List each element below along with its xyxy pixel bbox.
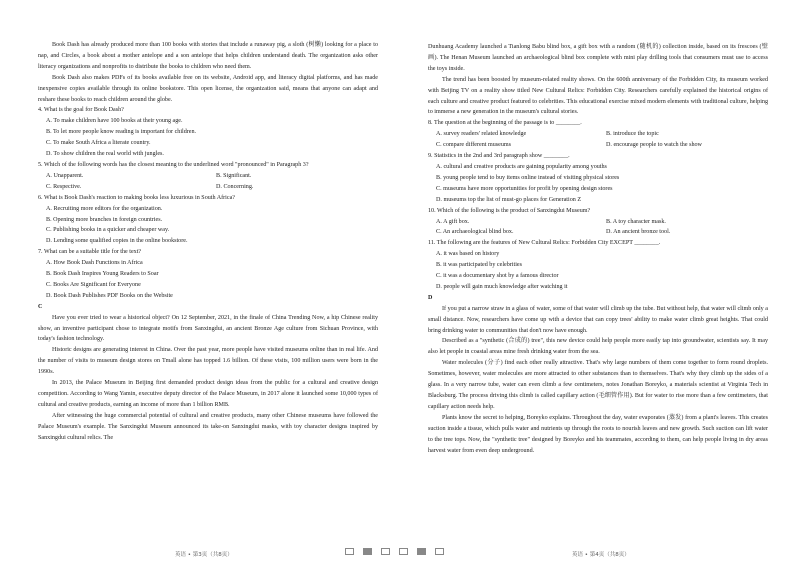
option: D. Book Dash Publishes PDF Books on the Website <box>46 292 173 299</box>
option: C. museums have more opportunities for profit by opening design stores <box>436 185 613 192</box>
option: D. Concerning. <box>216 183 254 190</box>
option: C. it was a documentary shot by a famous director <box>436 273 559 280</box>
option: C. compare different museums <box>436 142 512 149</box>
paragraph: Water molecules (分子) find each other really attractive. That's why large numbers of them come together to form round droplets. Sometimes, however, water molecules are more attracted to other substances than to themselves. That's why they climb up the sides of a glass. In a very narrow tube, water can even climb a few centimeters, notes Jonathan Boreyko, a materials scientist at Virginia Tech in Blacksburg. The process driving this climb is called capillary action (毛细管作用). But for water to rise more than a few centimeters, that capillary action needs help. <box>428 360 768 410</box>
option: C. To make South Africa a literate country. <box>46 140 151 147</box>
option: C. Books Are Significant for Everyone <box>46 281 141 288</box>
paragraph: Dunhuang Academy launched a Tianlong Babu blind box, a gift box with a random (随机的) collection inside, based on its frescoes (壁画). The Henan Museum launched an archaeological blind box complete with mini play drilling tools that consumers must use to access the toys inside. <box>428 44 768 72</box>
option: B. Opening more branches in foreign countries. <box>46 216 163 223</box>
paragraph: Have you ever tried to wear a historical object? On 12 September, 2021, in the finale of China Trending Now, a hip Chinese reality show, an inventive participant chose to integrate motifs from Sanxingdui, an ancient Bronze Age culture from Sichuan Province, with today's fashion technology. <box>38 314 378 343</box>
paragraph: Historic designs are generating interest in China. Over the past year, more people have visited museums online than in real life. And the number of visits to museum design stores on Tmall alone has topped 1.6 billion. Of these visits, 100 million users were born in the 1990s. <box>38 347 378 376</box>
option: B. introduce the topic <box>606 131 659 138</box>
option: A. it was based on history <box>436 251 500 258</box>
option: A. To make children have 100 books at their young age. <box>46 118 183 125</box>
question-stem: 7. What can be a suitable title for the text? <box>38 249 142 256</box>
option: B. Book Dash Inspires Young Readers to Soar <box>46 271 159 278</box>
option: B. Significant. <box>216 172 252 179</box>
option: A. Unapparent. <box>46 172 84 179</box>
question-stem: 10. Which of the following is the product of Sanxingdui Museum? <box>428 207 591 214</box>
page-divider-marks <box>345 548 444 555</box>
option: A. cultural and creative products are gaining popularity among youths <box>436 163 607 170</box>
option: C. Respective. <box>46 183 82 190</box>
option-row <box>428 140 768 151</box>
option: D. encourage people to watch the show <box>606 142 702 149</box>
paragraph: If you put a narrow straw in a glass of water, some of that water will climb up the tube. But without help, that water will climb only a small distance. Now, researchers have come up with a device that can copy trees' ability to make water climb great heights. That could bring drinking water to communities that don't now have enough. <box>428 305 768 334</box>
option: A. survey readers' related knowledge <box>436 131 527 138</box>
option-row <box>38 171 378 182</box>
option: B. young people tend to buy items online instead of visiting physical stores <box>436 174 620 181</box>
paragraph: Book Dash has already produced more than 100 books with stories that include a runaway pig, a sloth (树懒) looking for a place to nap, and Circles, a book about a mother antelope and a son antelope that helps children understand death. The organization asks other literacy organizations and nonprofits to distribute the books to children who need them. <box>38 42 378 70</box>
question-stem: 4. What is the goal for Book Dash? <box>38 107 124 114</box>
divider-box <box>399 548 408 555</box>
option-row <box>428 217 768 228</box>
option: A. A gift box. <box>436 218 470 225</box>
section-heading: C <box>38 303 43 310</box>
option: D. people will gain much knowledge after watching it <box>436 283 568 290</box>
paragraph: Plants know the secret to helping, Boreyko explains. Throughout the day, water evaporates (蒸发) from a plant's leaves. This creates suction inside a tissue, which pulls water and nutrients up through the roots to nourish leaves and new growth. Such suction can lift water to the tree tops. Now, the "synthetic tree" designed by Boreyko and his teammates, according to them, can help people living in dry areas harvest water from even deep underground. <box>428 414 768 454</box>
question-stem: 6. What is Book Dash's reaction to making books less luxurious in South Africa? <box>38 194 235 201</box>
question-stem: 9. Statistics in the 2nd and 3rd paragraph show ________. <box>428 153 570 160</box>
option: A. How Book Dash Functions in Africa <box>46 260 143 267</box>
divider-box <box>435 548 444 555</box>
paragraph: In 2013, the Palace Museum in Beijing first demanded product design ideas from the public for a cultural and creative design competition. According to Wang Yamin, executive deputy director of the Palace Museum, in 2017 alone it launched some 10,000 types of cultural and creative products, earning an income of more than 1 billion RMB. <box>38 380 378 408</box>
divider-box <box>381 548 390 555</box>
option: D. To show children the real world with jungles. <box>46 151 164 158</box>
option: B. A toy character mask. <box>606 218 666 225</box>
question-stem: 8. The question at the beginning of the passage is to ________. <box>428 120 582 127</box>
option: D. Lending some qualified copies in the online bookstore. <box>46 238 188 245</box>
section-heading: D <box>428 294 433 301</box>
option: C. Publishing books in a quicker and cheaper way. <box>46 227 170 234</box>
right-column <box>428 42 768 456</box>
paragraph: After witnessing the huge commercial potential of cultural and creative products, many other Chinese museums have followed the Palace Museum's example. The Sanxingdui Museum announced its take-on Sanxingdui masks, with toy character designs inspired by Sanxingdui cultural relics. The <box>38 412 378 441</box>
question-stem: 5. Which of the following words has the closest meaning to the underlined word "pronounced" in Paragraph 3? <box>38 161 309 168</box>
question-stem: 11. The following are the features of New Cultural Relics: Forbidden City EXCEPT ________. <box>428 240 661 247</box>
option: C. An archaeological blind box. <box>436 229 514 236</box>
option: B. it was participated by celebrities <box>436 262 522 269</box>
option-row <box>38 182 378 193</box>
option-row <box>428 227 768 238</box>
option: A. Recruiting more editors for the organization. <box>46 205 163 212</box>
paragraph: The trend has been boosted by museum-related reality shows. On the 600th anniversary of the Forbidden City, its museum worked with Beijing TV on a reality show titled New Cultural Relics: Forbidden City. Researchers carefully explained the historical origins of each culture and creative product featured to celebrities. This educational exercise mixed modern elements with traditional culture, helping to immerse a new generation in the museum's cultural stories. <box>428 76 768 116</box>
paragraph: Book Dash also makes PDFs of its books available free on its website, Android app, and literacy digital platforms, and has made inexpensive copies available through its online bookstore. This open license, the organization said, means that anyone can adapt and reshare these books to reach children around the globe. <box>38 74 378 103</box>
page-footer-right: 英语 • 第4页（共8页） <box>572 552 630 558</box>
left-column <box>38 40 378 444</box>
paragraph: Described as a "synthetic (合成的) tree", this new device could help people more easily tap into groundwater, scientists say. It may also let people in coastal areas mine fresh drinking water from the sea. <box>428 338 768 356</box>
option-row <box>428 129 768 140</box>
option: B. To let more people know reading is important for children. <box>46 129 197 136</box>
divider-box <box>345 548 354 555</box>
divider-box <box>363 548 372 555</box>
option: D. museums top the list of must-go places for Generation Z <box>436 196 582 203</box>
page-footer-left: 英语 • 第3页（共8页） <box>175 552 233 558</box>
divider-box <box>417 548 426 555</box>
option: D. An ancient bronze tool. <box>606 229 671 236</box>
